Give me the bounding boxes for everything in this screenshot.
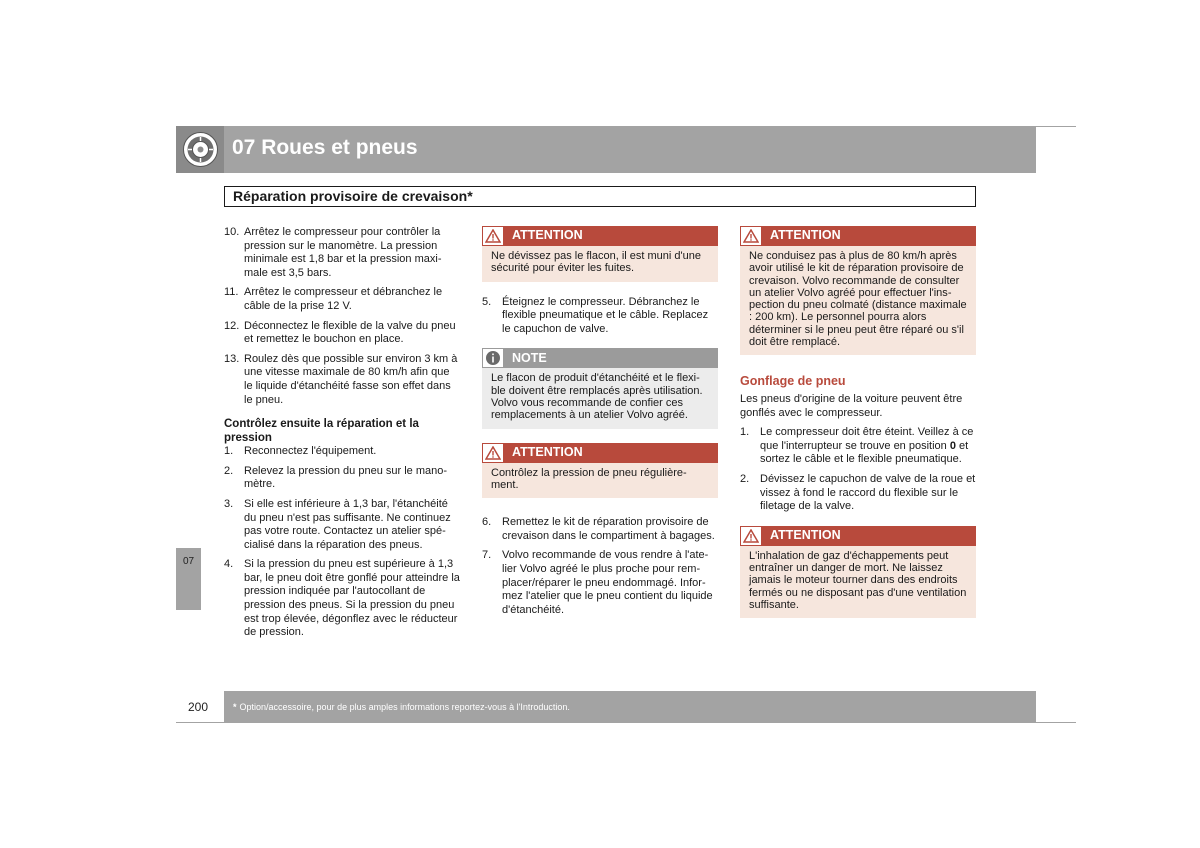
- attention-text: Contrôlez la pression de pneu régulièrement.: [482, 463, 718, 499]
- footer-rule: [176, 722, 1076, 723]
- item-text: Si elle est inférieure à 1,3 bar, l'étanchéité du pneu n'est pas suffisante. Ne continuez pas votre route. Contactez un atelier spécialisé dans la réparation des pneus.: [244, 497, 451, 551]
- gonflage-heading: Gonflage de pneu: [740, 374, 846, 389]
- tire-icon: [182, 131, 219, 168]
- list-item: [224, 353, 460, 407]
- item-text: Reconnectez l'équipement.: [244, 445, 377, 458]
- attention-title: ATTENTION: [512, 444, 583, 459]
- item-number: 2.: [740, 472, 750, 485]
- item-text: Déconnectez le flexible de la valve du pneu et remettez le bouchon en place.: [244, 319, 456, 346]
- attention-title: ATTENTION: [770, 527, 841, 542]
- item-text: Remettez le kit de réparation provisoire de crevaison dans le compartiment à bagages.: [502, 516, 715, 542]
- item-text-part: Le compresseur doit être éteint. Veillez à ce que l'interrupteur se trouve en position: [760, 426, 974, 452]
- column-2: [482, 226, 718, 623]
- item-number: 3.: [224, 497, 234, 510]
- attention-text: Ne conduisez pas à plus de 80 km/h après avoir utilisé le kit de réparation provisoire de crevaison. Volvo recommande de consulter un atelier Volvo agréé pour effectuer l'inspection du pneu colmaté (distance maximale : 200 km). Le personnel pourra alors déterminer si le pneu peut être réparé ou s'il doit être remplacé.: [740, 246, 976, 355]
- list-item: [224, 226, 460, 280]
- list-item: [224, 320, 460, 347]
- attention-callout: [740, 526, 976, 618]
- footnote-text: Option/accessoire, pour de plus amples informations reportez-vous à l'Introduction.: [239, 702, 570, 712]
- page-number: 200: [188, 700, 209, 714]
- warning-triangle-icon: [482, 443, 504, 463]
- header-rule: [1036, 126, 1076, 127]
- item-number: 12.: [224, 319, 240, 332]
- chapter-title: 07 Roues et pneus: [232, 136, 418, 159]
- list-item: [482, 549, 718, 617]
- item-number: 2.: [224, 464, 234, 477]
- item-text: Relevez la pression du pneu sur le manomètre.: [244, 464, 448, 491]
- note-callout: [482, 348, 718, 428]
- column-1: [224, 226, 460, 646]
- note-title: NOTE: [512, 350, 547, 365]
- item-text: Roulez dès que possible sur environ 3 km à une vitesse maximale de 80 km/h afin que le liquide d'étanchéité fasse son effet dans le pneu.: [244, 352, 458, 406]
- footnote-star: *: [233, 702, 237, 712]
- attention-text: Ne dévissez pas le flacon, il est muni d'une sécurité pour éviter les fuites.: [482, 246, 718, 282]
- list-item: [224, 558, 460, 640]
- list-item: [224, 465, 460, 492]
- attention-callout: [482, 443, 718, 499]
- footer-band: [224, 691, 1036, 722]
- item-text: Arrêtez le compresseur pour contrôler la pression sur le manomètre. La pression minimale est 1,8 bar et la pression maximale est 3,5 bars.: [244, 226, 442, 279]
- attention-header: [740, 526, 976, 546]
- attention-header: [740, 226, 976, 246]
- item-number: 13.: [224, 352, 240, 365]
- attention-callout: [740, 226, 976, 355]
- attention-title: ATTENTION: [770, 228, 841, 243]
- list-item: [740, 426, 976, 467]
- footer-note: [233, 702, 570, 712]
- list-item: [482, 516, 718, 543]
- item-number: 4.: [224, 558, 234, 571]
- section-title-box: [224, 186, 976, 207]
- item-text: Dévissez le capuchon de valve de la roue et vissez à fond le raccord du flexible sur le filetage de la valve.: [760, 472, 976, 513]
- list-item: [224, 286, 460, 313]
- subheading: Contrôlez ensuite la réparation et la pression: [224, 418, 419, 445]
- warning-triangle-icon: [482, 226, 504, 246]
- list-item: [740, 473, 976, 514]
- list-item: [224, 498, 460, 552]
- item-number: 11.: [224, 286, 239, 299]
- section-title: Réparation provisoire de crevaison*: [233, 188, 473, 204]
- info-icon: [482, 348, 504, 368]
- item-text: Volvo recommande de vous rendre à l'atelier Volvo agréé le plus proche pour remplacer/réparer le pneu endommagé. Informez l'atelier que le pneu contient du liquide d'étanchéité.: [502, 549, 713, 616]
- item-text: Si la pression du pneu est supérieure à 1,3 bar, le pneu doit être gonflé pour atteindre la pression indiquée par l'autocollant de pression des pneus. Si la pression du pneu est trop élevée, dégonflez avec le réducteur de pression.: [244, 558, 460, 639]
- item-number: 7.: [482, 549, 492, 562]
- attention-callout: [482, 226, 718, 282]
- warning-triangle-icon: [740, 526, 762, 546]
- item-number: 10.: [224, 226, 240, 238]
- warning-triangle-icon: [740, 226, 762, 246]
- gonflage-intro: Les pneus d'origine de la voiture peuvent être gonflés avec le compresseur.: [740, 392, 963, 419]
- column-3: [740, 226, 976, 632]
- list-item: [224, 445, 460, 459]
- item-number: 1.: [740, 426, 750, 439]
- item-number: 1.: [224, 445, 234, 458]
- chapter-tab-label: 07: [183, 556, 195, 567]
- switch-position: 0: [949, 439, 956, 452]
- chapter-tab: [176, 548, 201, 610]
- list-item: [482, 296, 718, 337]
- item-text: Arrêtez le compresseur et débranchez le câble de la prise 12 V.: [244, 286, 443, 312]
- attention-header: [482, 226, 718, 246]
- attention-text: L'inhalation de gaz d'échappements peut entraîner un danger de mort. Ne laissez jamais le moteur tourner dans des endroits fermés ou ne disposant pas d'une ventilation suffisante.: [740, 546, 976, 618]
- item-text: Éteignez le compresseur. Débranchez le flexible pneumatique et le câble. Replacez le capuchon de valve.: [502, 295, 709, 335]
- item-text: [760, 426, 976, 467]
- item-number: 5.: [482, 295, 492, 308]
- attention-title: ATTENTION: [512, 228, 583, 243]
- note-text: Le flacon de produit d'étanchéité et le flexible doivent être remplacés après utilisation. Volvo vous recommande de confier ces remplacements à un atelier Volvo agréé.: [482, 368, 718, 428]
- note-header: [482, 348, 718, 368]
- item-number: 6.: [482, 516, 492, 529]
- item-text-part: et sortez le câble et le flexible pneumatique.: [760, 439, 969, 466]
- attention-header: [482, 443, 718, 463]
